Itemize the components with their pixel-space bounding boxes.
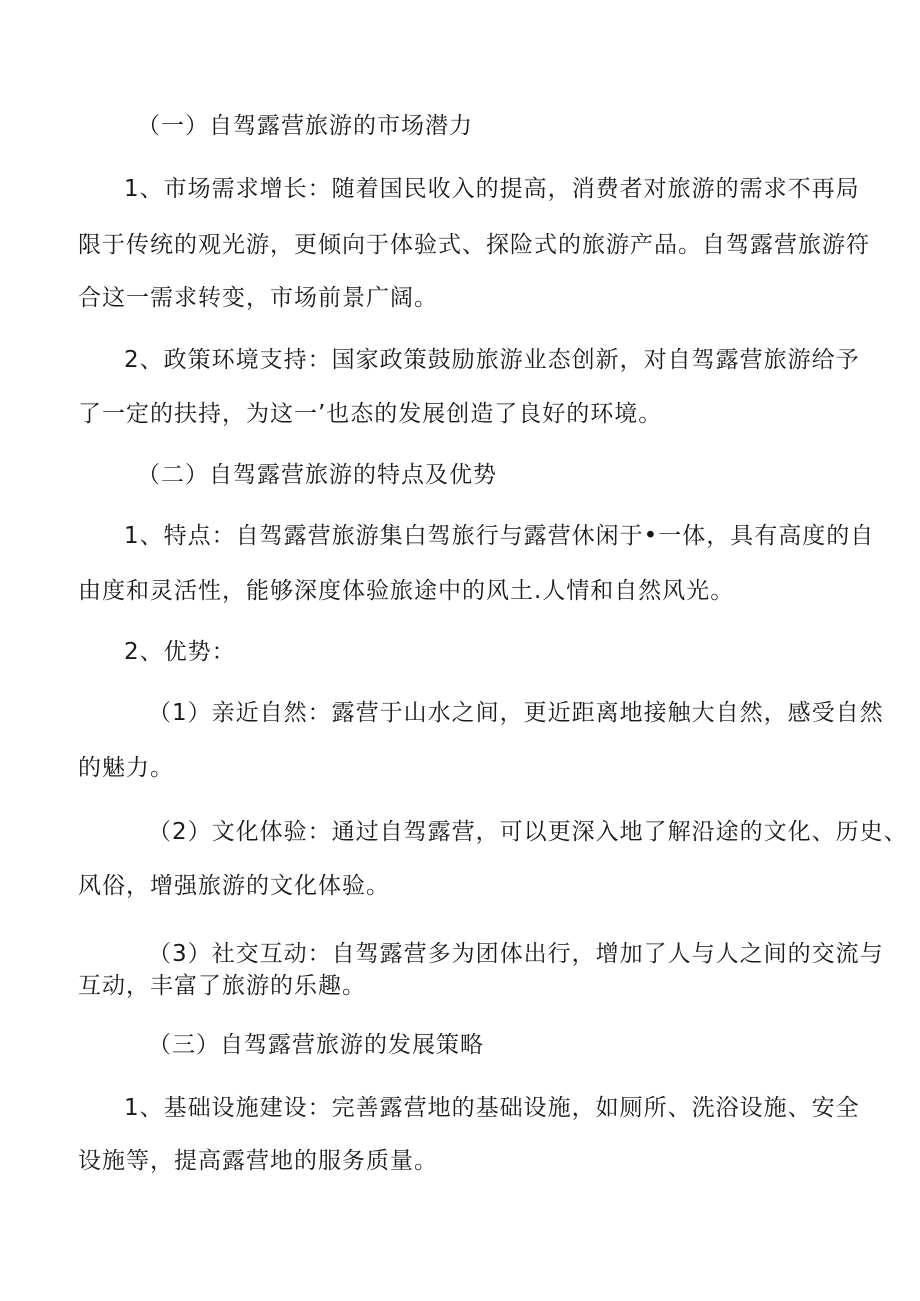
- paragraph-line: 由度和灵活性，能够深度体验旅途中的风土.人情和自然风光。: [78, 578, 735, 604]
- paragraph-line: 限于传统的观光游，更倾向于体验式、探险式的旅游产品。自驾露营旅游符: [78, 232, 870, 258]
- section-heading-3: （三）自驾露营旅游的发展策略: [148, 1032, 484, 1058]
- list-item-line: 互动，丰富了旅游的乐趣。: [78, 973, 366, 999]
- paragraph-line: 设施等，提高露营地的服务质量。: [78, 1148, 438, 1174]
- paragraph-line: 2、优势：: [124, 639, 236, 665]
- section-heading-2: （二）自驾露营旅游的特点及优势: [137, 462, 497, 488]
- paragraph-line: 2、政策环境支持：国家政策鼓励旅游业态创新，对自驾露营旅游给予: [124, 347, 860, 373]
- list-item-line: （1）亲近自然：露营于山水之间，更近距离地接触大自然，感受自然: [148, 700, 884, 726]
- paragraph-line: 合这一需求转变，市场前景广阔。: [78, 285, 438, 311]
- list-item-line: （3）社交互动：自驾露营多为团体出行，增加了人与人之间的交流与: [148, 941, 884, 967]
- paragraph-line: 1、市场需求增长：随着国民收入的提高，消费者对旅游的需求不再局: [124, 176, 860, 202]
- paragraph-line: 了一定的扶持，为这一’也态的发展创造了良好的环境。: [78, 401, 663, 427]
- section-heading-1: （一）自驾露营旅游的市场潜力: [137, 113, 473, 139]
- list-item-line: （2）文化体验：通过自驾露营，可以更深入地了解沿途的文化、历史、: [148, 819, 908, 845]
- list-item-line: 的魅力。: [78, 755, 174, 781]
- list-item-line: 风俗，增强旅游的文化体验。: [78, 873, 390, 899]
- paragraph-line: 1、特点：自驾露营旅游集白驾旅行与露营休闲于•一体，具有高度的自: [124, 523, 875, 549]
- paragraph-line: 1、基础设施建设：完善露营地的基础设施，如厕所、洗浴设施、安全: [124, 1095, 860, 1121]
